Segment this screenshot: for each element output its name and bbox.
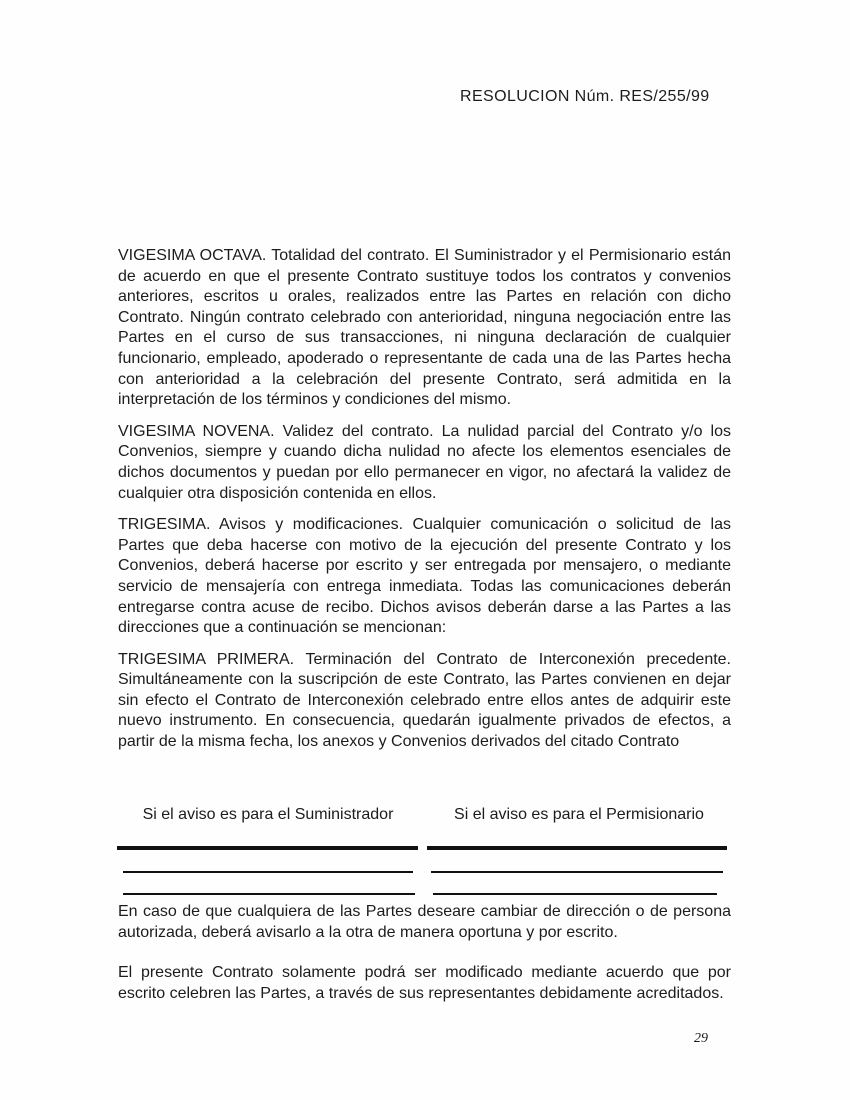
paragraph-change-of-address: En caso de que cualquiera de las Partes deseare cambiar de dirección o de persona autorizada, deberá avisarlo a la otra de manera oportuna y por escrito.	[118, 903, 731, 941]
permit-holder-address-line-2	[433, 893, 717, 895]
paragraph-modification-by-agreement: El presente Contrato solamente podrá ser modificado mediante acuerdo que por escrito celebren las Partes, a través de sus representantes debidamente acreditados.	[118, 964, 731, 1002]
permit-holder-notice-label: Si el aviso es para el Permisionario	[454, 806, 704, 823]
clause-trigesima: TRIGESIMA. Avisos y modificaciones. Cualquier comunicación o solicitud de las Partes que deba hacerse con motivo de la ejecución del presente Contrato y los Convenios, deberá hacerse por escrito y ser entregada por mensajero, o mediante servicio de mensajería con entrega inmediata. Todas las comunicaciones deberán entregarse contra acuse de recibo. Dichos avisos deberán darse a las Partes a las direcciones que a continuación se mencionan:	[118, 516, 731, 637]
clause-vigesima-octava: VIGESIMA OCTAVA. Totalidad del contrato. El Suministrador y el Permisionario están de acuerdo en que el presente Contrato sustituye todos los contratos y convenios anteriores, escritos u orales, realizados entre las Partes en relación con dicho Contrato. Ningún contrato celebrado con anterioridad, ninguna negociación entre las Partes en el curso de sus transacciones, ni ninguna declaración de cualquier funcionario, empleado, apoderado o representante de cada una de las Partes hecha con anterioridad a la celebración del presente Contrato, será admitida en la interpretación de los términos y condiciones del mismo.	[118, 247, 731, 409]
supplier-address-line-2	[123, 893, 415, 895]
permit-holder-address-line-thick	[427, 846, 727, 850]
page-number: 29	[694, 1031, 708, 1046]
closing-paragraphs	[118, 902, 731, 1024]
document-header: RESOLUCION Núm. RES/255/99	[460, 88, 710, 105]
clause-vigesima-novena: VIGESIMA NOVENA. Validez del contrato. La nulidad parcial del Contrato y/o los Convenios, siempre y cuando dicha nulidad no afecte los elementos esenciales de dichos documentos y puedan por ello permanecer en vigor, no afectará la validez de cualquier otra disposición contenida en ellos.	[118, 422, 731, 502]
permit-holder-address-line-1	[431, 871, 723, 873]
clause-trigesima-primera: TRIGESIMA PRIMERA. Terminación del Contrato de Interconexión precedente. Simultáneamente con la suscripción de este Contrato, las Partes convienen en dejar sin efecto el Contrato de Interconexión celebrado entre ellos antes de adquirir este nuevo instrumento. En consecuencia, quedarán igualmente privados de efectos, a partir de la misma fecha, los anexos y Convenios derivados del citado Contrato	[118, 650, 731, 751]
supplier-address-line-thick	[117, 846, 418, 850]
supplier-notice-label: Si el aviso es para el Suministrador	[142, 806, 394, 823]
main-clauses	[118, 246, 731, 764]
supplier-address-line-1	[123, 871, 413, 873]
notice-address-labels	[117, 806, 729, 824]
